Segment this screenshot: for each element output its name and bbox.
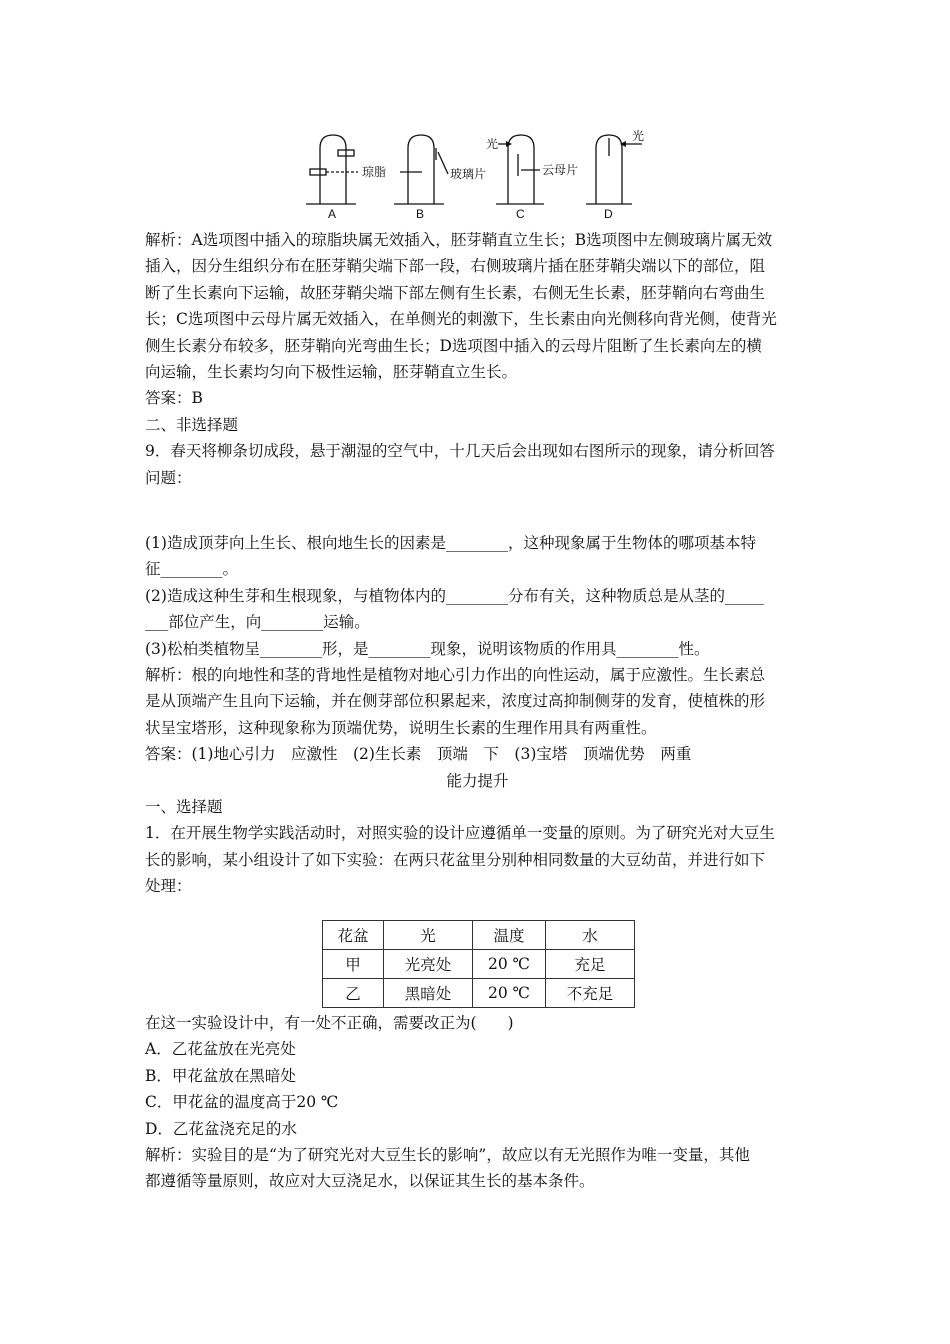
table-cell: 不充足 — [546, 979, 635, 1008]
text-line: 向运输，生长素均匀向下极性运输，胚芽鞘直立生长。 — [145, 363, 518, 382]
table-row — [323, 979, 635, 1008]
text-line: 征________。 — [145, 560, 239, 579]
text-line: 解析：A选项图中插入的琼脂块属无效插入，胚芽鞘直立生长；B选项图中左侧玻璃片属无效 — [145, 231, 773, 249]
panel-c: C — [516, 207, 525, 221]
text-line: 状呈宝塔形，这种现象称为顶端优势，说明生长素的生理作用具有两重性。 — [145, 718, 657, 737]
analysis-block-1 — [145, 227, 810, 491]
table-row — [323, 950, 635, 979]
text-line: (3)松柏类植物呈________形，是________现象，说明该物质的作用具________性。 — [145, 639, 710, 658]
agar-block-a2 — [310, 169, 326, 175]
text-line: (2)造成这种生芽和生根现象，与植物体内的________分布有关，这种物质总是从茎的_____ — [145, 586, 764, 605]
section-title: 能力提升 — [446, 771, 509, 790]
option-d: D．乙花盆浇充足的水 — [145, 1119, 297, 1138]
text-line: 插入，因分生组织分布在胚芽鞘尖端下部一段，右侧玻璃片插在胚芽鞘尖端以下的部位，阻 — [145, 257, 766, 276]
text-line: 侧生长素分布较多，胚芽鞘向光弯曲生长；D选项图中插入的云母片阻断了生长素向左的横 — [145, 336, 762, 355]
light-label-d: 光 — [632, 130, 645, 143]
agar-label: 琼脂 — [362, 165, 387, 179]
answer-line: 答案：B — [145, 389, 203, 408]
text-line: 处理： — [145, 877, 192, 896]
text-line: 是从顶端产生且向下运输，并在侧芽部位积累起来，浓度过高抑制侧芽的发育，使植株的形 — [145, 692, 766, 711]
coleoptile-b — [408, 135, 434, 204]
question-9: 9．春天将柳条切成段，悬于潮湿的空气中，十几天后会出现如右图所示的现象，请分析回答 — [145, 442, 775, 461]
text-line: 解析：根的向地性和茎的背地性是植物对地心引力作出的向性运动，属于应激性。生长素总 — [145, 666, 766, 685]
table-header: 花盆 — [323, 921, 384, 950]
table-cell: 充足 — [546, 950, 635, 979]
coleoptile-figure — [298, 130, 650, 222]
text-line: 断了生长素向下运输，故胚芽鞘尖端下部左侧有生长素，右侧无生长素，胚芽鞘向右弯曲生 — [145, 283, 766, 302]
panel-b: B — [416, 207, 425, 221]
text-line: 都遵循等量原则，故应对大豆浇足水，以保证其生长的基本条件。 — [145, 1172, 595, 1191]
section-heading: 一、选择题 — [145, 798, 223, 817]
table-cell: 乙 — [323, 979, 384, 1008]
option-a: A．乙花盆放在光亮处 — [145, 1040, 296, 1059]
mica-label: 云母片 — [542, 163, 579, 177]
question-stem: 在这一实验设计中，有一处不正确，需要改正为( ) — [145, 1014, 514, 1032]
option-c: C．甲花盆的温度高于20 ℃ — [145, 1093, 339, 1112]
answer-line: 答案：(1)地心引力 应激性 (2)生长素 顶端 下 (3)宝塔 顶端优势 两重 — [145, 745, 692, 764]
experiment-table — [322, 920, 635, 1008]
text-line: 长；C选项图中云母片属无效插入，在单侧光的刺激下，生长素由向光侧移向背光侧，使背光 — [145, 310, 777, 329]
panel-d: D — [604, 207, 613, 221]
table-header: 温度 — [473, 921, 546, 950]
table-cell: 光亮处 — [384, 950, 473, 979]
table-header: 水 — [546, 921, 635, 950]
panel-a: A — [328, 207, 337, 221]
table-cell: 20 ℃ — [473, 979, 546, 1008]
table-cell: 黑暗处 — [384, 979, 473, 1008]
glass-label: 玻璃片 — [450, 167, 487, 181]
section-heading: 二、非选择题 — [145, 415, 239, 434]
table-header-row — [323, 921, 635, 950]
text-line: 解析：实验目的是“为了研究光对大豆生长的影响”，故应以有无光照作为唯一变量，其他 — [145, 1146, 750, 1165]
question-1: 1．在开展生物学实践活动时，对照实验的设计应遵循单一变量的原则。为了研究光对大豆生 — [145, 824, 775, 843]
text-line: 问题： — [145, 468, 192, 487]
table-header: 光 — [384, 921, 473, 950]
light-label-c: 光 — [486, 137, 499, 151]
text-line: (1)造成顶芽向上生长、根向地生长的因素是________，这种现象属于生物体的哪项基本特 — [145, 534, 756, 552]
question-9-parts — [145, 530, 810, 900]
table-cell: 甲 — [323, 950, 384, 979]
text-line: ___部位产生，向________运输。 — [145, 613, 370, 632]
question-1-options — [145, 1010, 810, 1195]
text-line: 长的影响，某小组设计了如下实验：在两只花盆里分别种相同数量的大豆幼苗，并进行如下 — [145, 850, 766, 869]
table-cell: 20 ℃ — [473, 950, 546, 979]
option-b: B．甲花盆放在黑暗处 — [145, 1066, 296, 1085]
